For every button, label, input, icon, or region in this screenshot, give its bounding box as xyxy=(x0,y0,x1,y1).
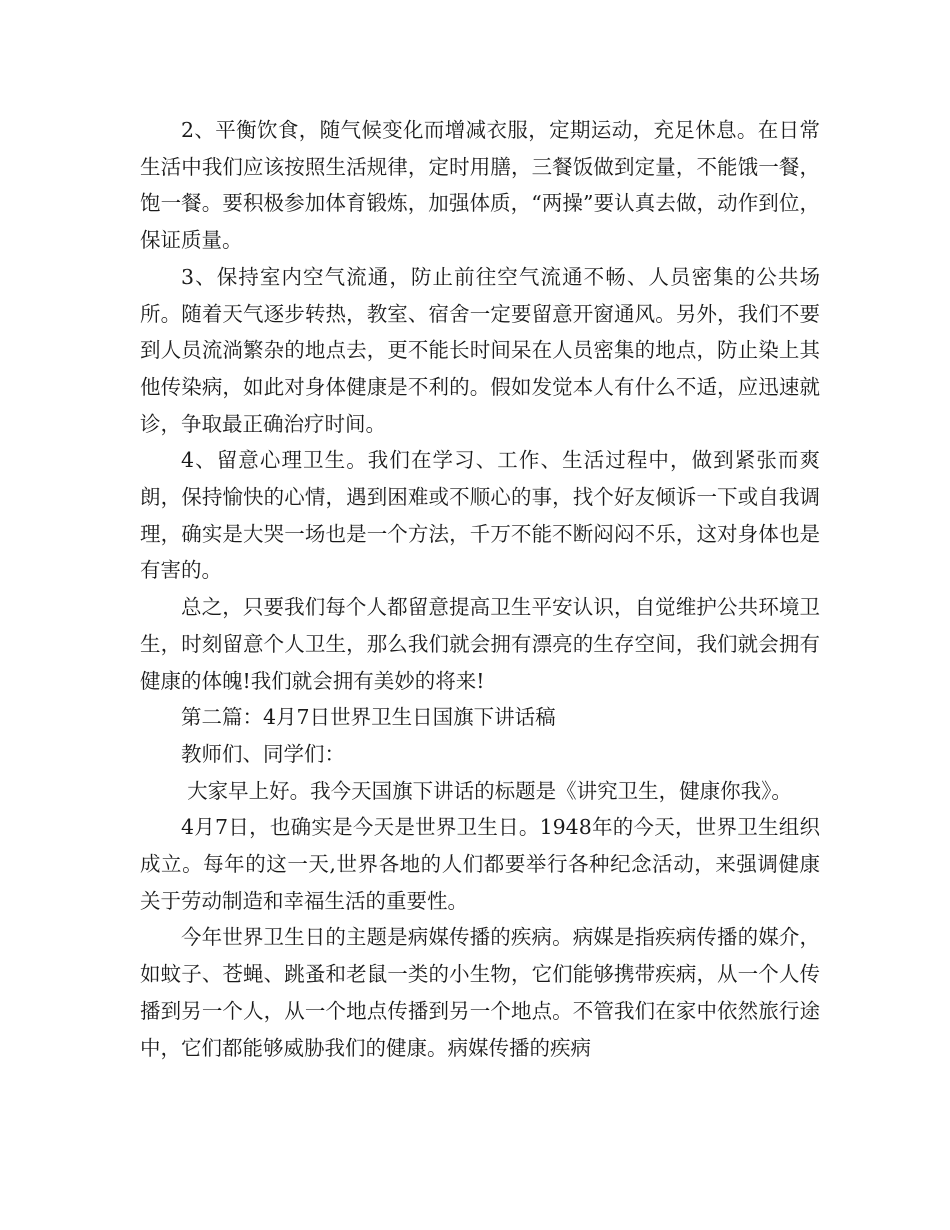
paragraph-greeting: 大家早上好。我今天国旗下讲话的标题是《讲究卫生，健康你我》。 xyxy=(187,778,792,803)
paragraph-mental-health: 4、留意心理卫生。我们在学习、工作、生活过程中，做到紧张而爽朗，保持愉快的心情，遇到困难或不顺心的事，找个好友倾诉一下或自我调理，确实是大哭一场也是一个方法，千万不能不断闷闷不乐，这对身体也是有害的。 xyxy=(140,448,820,583)
paragraph-vector-diseases: 今年世界卫生日的主题是病媒传播的疾病。病媒是指疾病传播的媒介，如蚊子、苍蝇、跳蚤和老鼠一类的小生物，它们能够携带疾病，从一个人传播到另一个人，从一个地点传播到另一个地点。不管我们在家中依然旅行途中，它们都能够威胁我们的健康。病媒传播的疾病 xyxy=(140,925,820,1060)
document-body xyxy=(140,112,820,1066)
paragraph-diet: 2、平衡饮食，随气候变化而增减衣服，定期运动，充足休息。在日常生活中我们应该按照生活规律，定时用膳，三餐饭做到定量，不能饿一餐，饱一餐。要积极参加体育锻炼，加强体质，“两操”要认真去做，动作到位，保证质量。 xyxy=(140,118,820,253)
speech-salutation: 教师们、同学们： xyxy=(181,741,345,766)
paragraph-world-health-day: 4月7日，也确实是今天是世界卫生日。1948年的今天，世界卫生组织成立。每年的这一天,世界各地的人们都要举行各种纪念活动，来强调健康关于劳动制造和幸福生活的重要性。 xyxy=(140,815,820,913)
section-heading: 第二篇：4月7日世界卫生日国旗下讲话稿 xyxy=(181,705,556,730)
paragraph-ventilation: 3、保持室内空气流通，防止前往空气流通不畅、人员密集的公共场所。随着天气逐步转热，教室、宿舍一定要留意开窗通风。另外，我们不要到人员流淌繁杂的地点去，更不能长时间呆在人员密集的地点，防止染上其他传染病，如此对身体健康是不利的。假如发觉本人有什么不适，应迅速就诊，争取最正确治疗时间。 xyxy=(140,264,820,436)
paragraph-summary: 总之，只要我们每个人都留意提高卫生平安认识，自觉维护公共环境卫生，时刻留意个人卫生，那么我们就会拥有漂亮的生存空间，我们就会拥有健康的体魄!我们就会拥有美妙的将来! xyxy=(140,595,820,693)
